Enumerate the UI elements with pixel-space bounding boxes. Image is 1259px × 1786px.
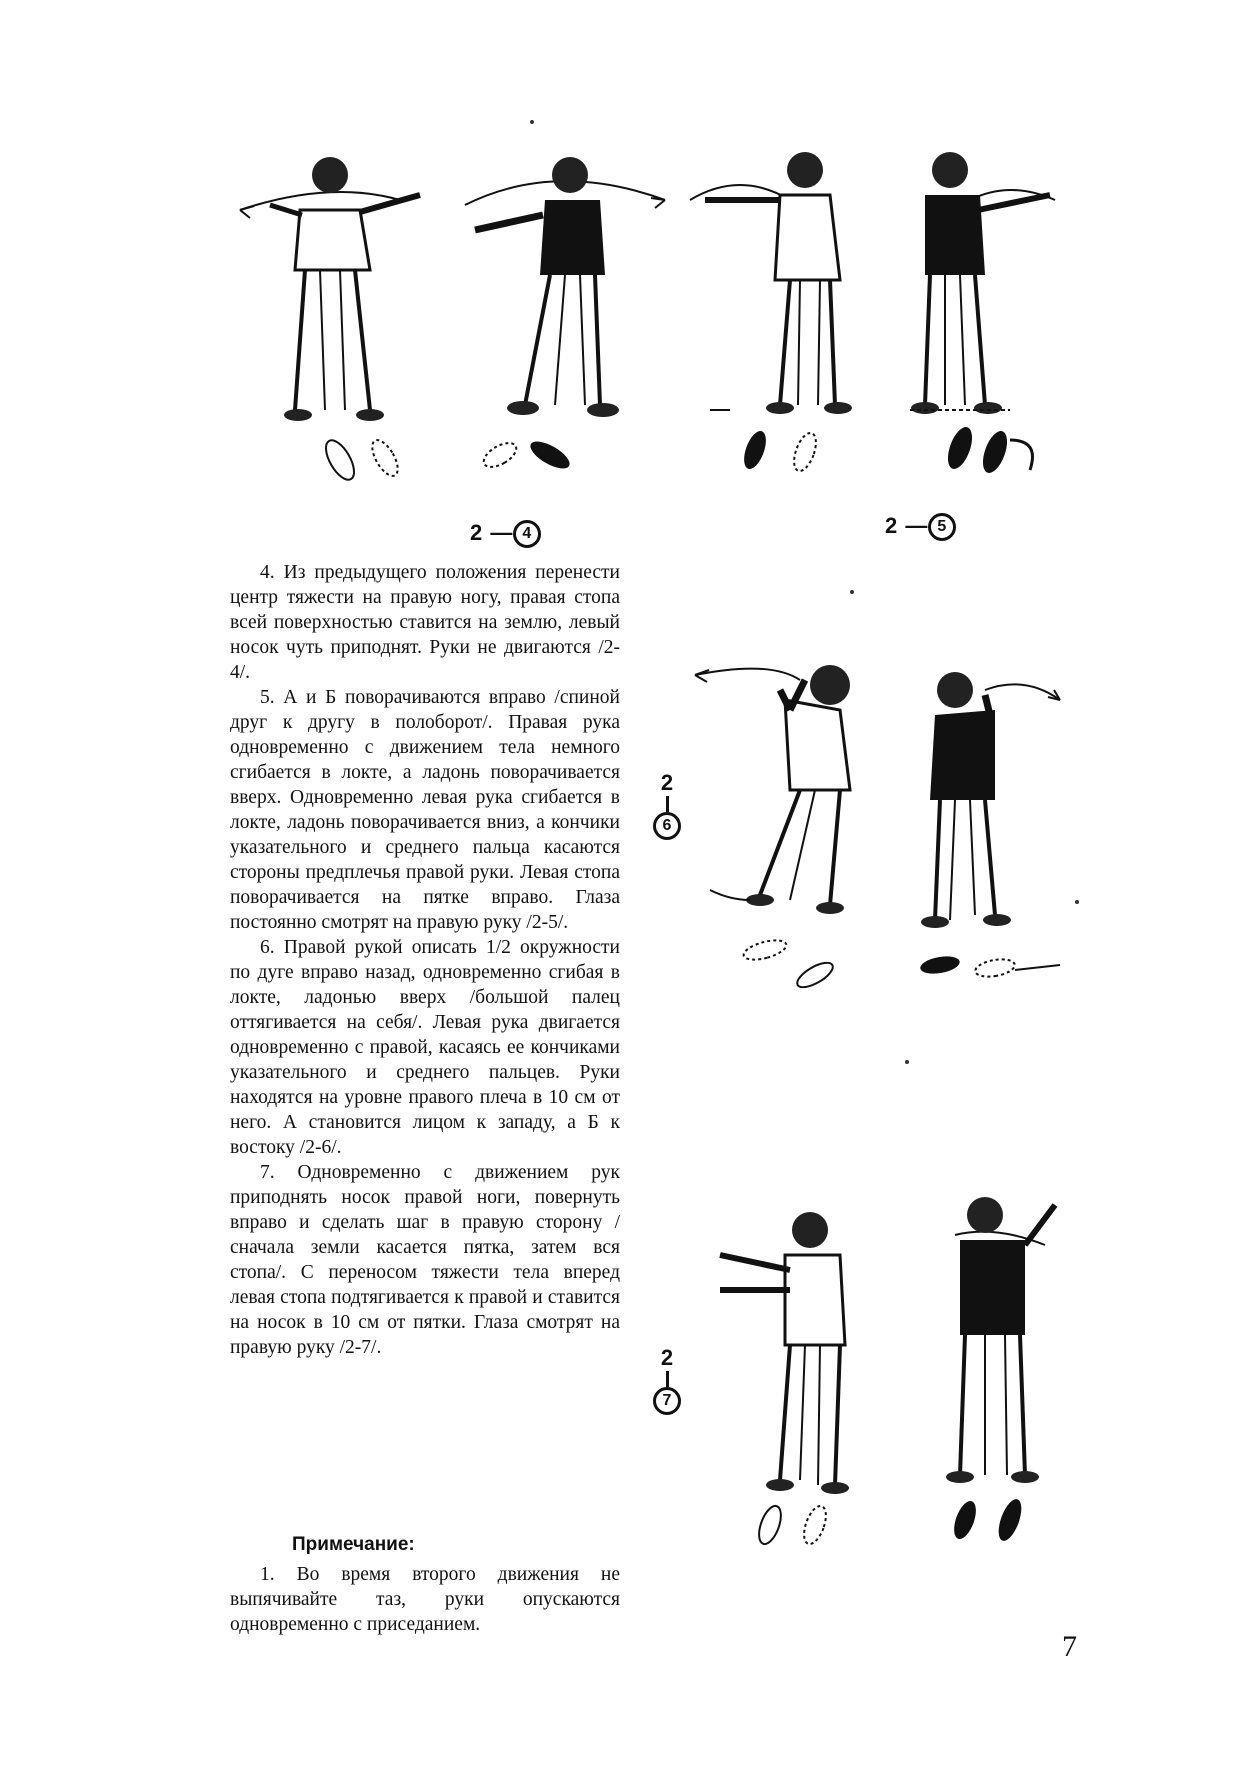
paragraph-step-4: 4. Из предыдущего положения перенести центр тяжести на правую ногу, правая стопа всей поверхностью ставится на землю, левый носок чуть приподнят. Руки не двигаются /2-4/. xyxy=(230,562,620,683)
figure-2-6-illustration xyxy=(690,650,890,1010)
caption-2-4 xyxy=(470,520,541,548)
caption-2-5-number: 5 xyxy=(928,513,956,541)
note-text-block xyxy=(230,1562,620,1637)
figure-2-7-partner-illustration xyxy=(915,1185,1085,1555)
caption-2-7-number: 7 xyxy=(653,1387,681,1415)
caption-2-7-bar xyxy=(666,1371,669,1387)
scan-speck xyxy=(905,1060,909,1064)
paragraph-step-5: 5. А и Б поворачиваются вправо /спиной друг к другу в полоборот/. Правая рука одновременно с движением тела немного сгибается в локте, а ладонь поворачивается вверх. Одновременно левая рука сгибается в локте, ладонь поворачивается вниз, а кончики указательного и среднего пальца касаются стороны предплечья правой руки. Левая стопа поворачивается на пятке вправо. Глаза постоянно смотрят на правую руку /2-5/. xyxy=(230,687,620,933)
scan-speck xyxy=(530,120,534,124)
caption-2-7 xyxy=(652,1345,682,1415)
instructions-text xyxy=(230,560,620,1360)
caption-2-6-number: 6 xyxy=(653,812,681,840)
scan-speck xyxy=(1075,900,1079,904)
note-text: 1. Во время второго движения не выпячивайте таз, руки опускаются одновременно с приседанием. xyxy=(230,1564,620,1635)
scan-speck xyxy=(850,590,854,594)
figure-2-4-illustration xyxy=(230,140,450,500)
figure-2-4-partner-illustration xyxy=(455,140,675,500)
figure-2-5-partner-illustration xyxy=(890,140,1080,500)
caption-2-6-top: 2 xyxy=(660,770,674,795)
caption-2-5 xyxy=(885,513,956,541)
note-heading: Примечание: xyxy=(292,1534,415,1555)
caption-2-7-top: 2 xyxy=(660,1345,674,1370)
caption-2-6 xyxy=(652,770,682,840)
caption-2-4-number: 4 xyxy=(513,520,541,548)
page-number: 7 xyxy=(1062,1630,1077,1663)
paragraph-step-7: 7. Одновременно с движением рук приподнять носок правой ноги, повернуть вправо и сделать шаг в правую сторону /сначала земли касается пятка, затем вся стопа/. С переносом тяжести тела вперед левая стопа подтягивается к правой и ставится на носок в 10 см от пятки. Глаза смотрят на правую руку /2-7/. xyxy=(230,1162,620,1358)
figure-2-6-partner-illustration xyxy=(895,660,1085,1000)
figure-2-7-illustration xyxy=(700,1200,880,1560)
figure-2-5-illustration xyxy=(680,140,880,500)
caption-2-5-prefix: 2 — xyxy=(885,513,929,538)
paragraph-step-6: 6. Правой рукой описать 1/2 окружности по дуге вправо назад, одновременно сгибая в локте, ладонью вверх /большой палец оттягивается на себя/. Левая рука двигается одновременно с правой, касаясь ее кончиками указательного и среднего пальцев. Руки находятся на уровне правого плеча в 10 см от него. А становится лицом к западу, а Б к востоку /2-6/. xyxy=(230,937,620,1158)
caption-2-4-prefix: 2 — xyxy=(470,520,514,545)
caption-2-6-bar xyxy=(666,796,669,812)
